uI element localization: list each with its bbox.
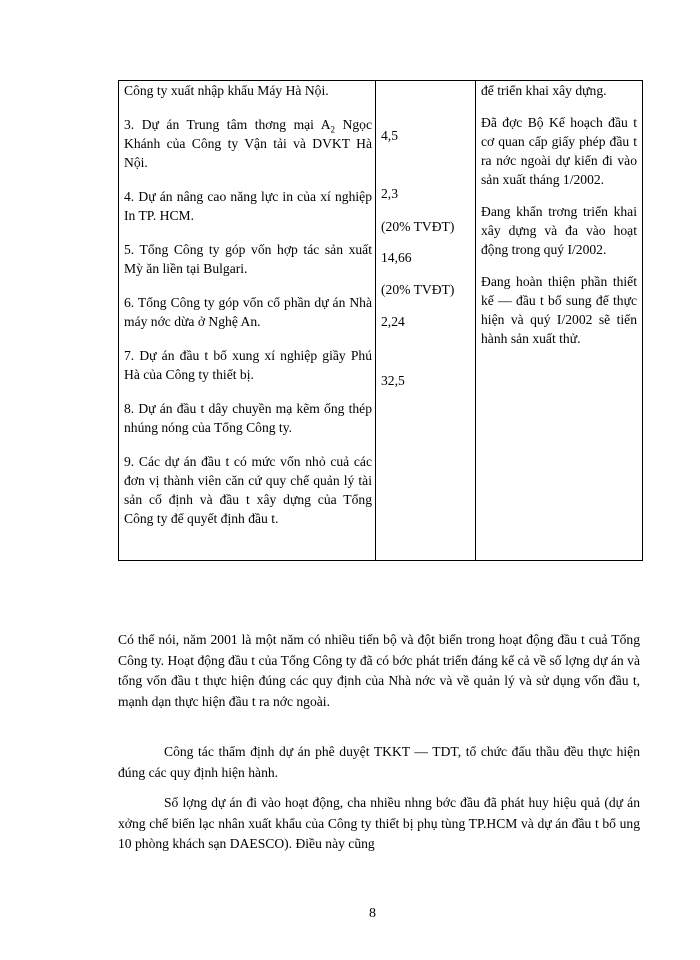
project-item: 6. Tổng Công ty góp vốn cổ phần dự án Nhà máy nớc dừa ở Nghệ An. (124, 295, 372, 329)
project-item: 4. Dự án nâng cao năng lực in của xí nghiệp In TP. HCM. (124, 189, 372, 223)
project-item: 8. Dự án đầu t dây chuyền mạ kẽm ống thép nhúng nóng của Tổng Công ty. (124, 401, 372, 435)
value-column (376, 81, 476, 561)
value-item: (20% TVĐT) (381, 219, 455, 234)
status-item: để triển khai xây dựng. (481, 83, 607, 98)
body-paragraph: Công tác thẩm định dự án phê duyệt TKKT — TDT, tổ chức đấu thầu đều thực hiện đúng các quy định hiện hành. (118, 744, 640, 780)
project-item: 3. Dự án Trung tâm thơng mại $A_2$ Ngọc Khánh của Công ty Vận tải và DVKT Hà Nội. (124, 117, 373, 170)
value-item: 4,5 (381, 128, 398, 143)
table-row (119, 81, 643, 561)
page-number: 8 (369, 906, 376, 921)
status-item: Đang khẩn trơng triển khai xây dựng và đa vào hoạt động trong quý I/2002. (481, 204, 637, 257)
body-paragraph: Số lợng dự án đi vào hoạt động, cha nhiều nhng bớc đầu đã phát huy hiệu quả (dự án xởng chế biến lạc nhân xuất khẩu của Công ty thiết bị phụ tùng TP.HCM và dự án đầu t bổ ung 10 phòng khách sạn DAESCO). Điều này cũng (118, 795, 640, 852)
status-item: Đã đợc Bộ Kế hoạch đầu t cơ quan cấp giấy phép đầu t ra nớc ngoài dự kiến đi vào sản xuất tháng 1/2002. (481, 115, 637, 187)
value-item: (20% TVĐT) (381, 282, 455, 297)
value-item: 14,66 (381, 250, 412, 265)
project-item: Công ty xuất nhập khẩu Máy Hà Nội. (124, 83, 329, 98)
project-item: 7. Dự án đầu t bổ xung xí nghiệp giầy Phú Hà của Công ty thiết bị. (124, 348, 372, 382)
body-paragraph: Có thể nói, năm 2001 là một năm có nhiều tiến bộ và đột biến trong hoạt động đầu t cuả Tổng Công ty. Hoạt động đầu t của Tổng Công ty đã có bớc phát triển đáng kể cả về số lợng dự án và tổng vốn đầu t thực hiện đúng các quy định của Nhà nớc và về quản lý và sử dụng vốn đầu t, mạnh dạn thực hiện đầu t ra nớc ngoài. (118, 632, 640, 710)
project-column (119, 81, 376, 561)
project-item: 9. Các dự án đầu t có mức vốn nhỏ cuả các đơn vị thành viên căn cứ quy chế quản lý tài sản cố định và đầu t xây dựng của Tổng Công ty để quyết định đầu t. (124, 454, 372, 526)
status-column (476, 81, 643, 561)
value-item: 2,3 (381, 186, 398, 201)
investment-projects-table (118, 80, 643, 561)
status-item: Đang hoàn thiện phần thiết kế — đầu t bổ sung để thực hiện và quý I/2002 sẽ tiến hành sản xuất thử. (481, 274, 637, 346)
project-item: 5. Tổng Công ty góp vốn hợp tác sản xuất Mỳ ăn liền tại Bulgari. (124, 242, 372, 276)
value-item: 2,24 (381, 314, 405, 329)
value-item: 32,5 (381, 373, 405, 388)
